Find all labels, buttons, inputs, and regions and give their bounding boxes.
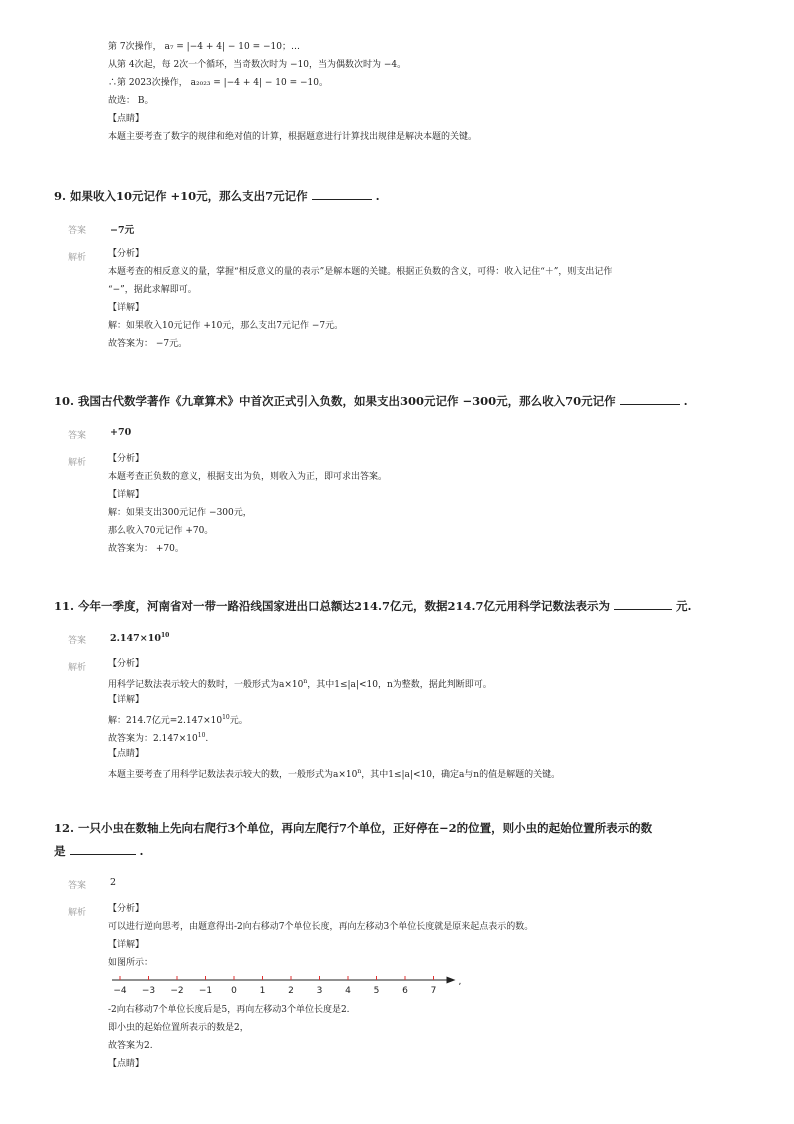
question-10-stem bbox=[54, 392, 688, 409]
question-text-end: . bbox=[375, 189, 380, 203]
text-line bbox=[108, 676, 492, 691]
analysis-label: 解析 bbox=[68, 663, 87, 673]
text-line: 故答案为2. bbox=[108, 1041, 153, 1051]
exponent: 10 bbox=[197, 732, 206, 739]
answer-base: 2.147×10 bbox=[110, 633, 161, 644]
text-line bbox=[108, 730, 208, 745]
question-text-end: . bbox=[683, 394, 688, 408]
text-line: 解：如果支出300元记作 −300元， bbox=[108, 508, 252, 518]
tick-label: −2 bbox=[170, 986, 184, 996]
question-text: 是 bbox=[54, 844, 66, 858]
tick-label: 7 bbox=[430, 986, 437, 996]
trailing-comma: , bbox=[458, 977, 462, 987]
text-line: 可以进行逆向思考，由题意得出-2向右移动7个单位长度，再向左移动3个单位长度就是原来起点表示的数。 bbox=[108, 922, 534, 932]
tick-label: 4 bbox=[345, 986, 351, 996]
answer-blank bbox=[312, 187, 372, 200]
answer-label: 答案 bbox=[68, 431, 87, 441]
text-line bbox=[108, 712, 248, 727]
tick-label: 1 bbox=[259, 986, 266, 996]
text-line: 那么收入70元记作 +70。 bbox=[108, 526, 214, 536]
exponent: n bbox=[303, 678, 308, 685]
analysis-label: 解析 bbox=[68, 908, 87, 918]
arrow-head bbox=[447, 977, 456, 984]
question-text: 9. 如果收入10元记作 +10元，那么支出7元记作 bbox=[54, 189, 308, 203]
tick-label: 3 bbox=[316, 986, 323, 996]
text-line: 第 7次操作， a₇ = |−4 + 4| − 10 = −10；… bbox=[108, 42, 300, 52]
question-text-end: 元. bbox=[676, 599, 692, 613]
text-part: ，其中1≤|a|<10，n为整数，据此判断即可。 bbox=[307, 680, 492, 690]
section-marker: 【点睛】 bbox=[108, 114, 145, 124]
text-line bbox=[108, 766, 560, 781]
section-marker: 【点睛】 bbox=[108, 1059, 145, 1069]
answer-label: 答案 bbox=[68, 881, 87, 891]
text-part: 元。 bbox=[229, 716, 248, 726]
question-text: 10. 我国古代数学著作《九章算术》中首次正式引入负数，如果支出300元记作 −300元，那么收入70元记作 bbox=[54, 394, 616, 408]
text-line: “−”，据此求解即可。 bbox=[108, 285, 197, 295]
text-line: 故答案为： −7元。 bbox=[108, 339, 188, 349]
answer-label: 答案 bbox=[68, 636, 87, 646]
text-line: 解：如果收入10元记作 +10元，那么支出7元记作 −7元。 bbox=[108, 321, 344, 331]
question-12-stem: 12. 一只小虫在数轴上先向右爬行3个单位，再向左爬行7个单位，正好停在−2的位置，则小虫的起始位置所表示的数 bbox=[54, 821, 653, 835]
answer-value: 2 bbox=[110, 877, 117, 888]
text-part: 用科学记数法表示较大的数时，一般形式为a×10 bbox=[108, 680, 304, 690]
section-marker: 【分析】 bbox=[108, 904, 145, 914]
text-line: 如图所示： bbox=[108, 958, 154, 968]
answer-blank bbox=[620, 392, 680, 405]
tick-label: 2 bbox=[288, 986, 294, 996]
analysis-label: 解析 bbox=[68, 458, 87, 468]
answer-label: 答案 bbox=[68, 226, 87, 236]
question-12-stem-cont bbox=[54, 842, 144, 859]
section-marker: 【点睛】 bbox=[108, 749, 145, 759]
tick-label: 0 bbox=[231, 986, 237, 996]
answer-blank bbox=[70, 842, 136, 855]
text-line: 故选： B。 bbox=[108, 96, 154, 106]
text-line: -2向右移动7个单位长度后是5，再向左移动3个单位长度是2. bbox=[108, 1005, 350, 1015]
section-marker: 【分析】 bbox=[108, 659, 145, 669]
section-marker: 【详解】 bbox=[108, 303, 145, 313]
analysis-label: 解析 bbox=[68, 253, 87, 263]
answer-value: +70 bbox=[110, 427, 132, 438]
text-line: 从第 4次起，每 2次一个循环，当奇数次时为 −10，当为偶数次时为 −4。 bbox=[108, 60, 407, 70]
answer-blank bbox=[614, 597, 672, 610]
section-marker: 【分析】 bbox=[108, 454, 145, 464]
question-9-stem bbox=[54, 187, 380, 204]
text-line: 本题主要考查了数字的规律和绝对值的计算，根据题意进行计算找出规律是解决本题的关键。 bbox=[108, 132, 478, 142]
answer-exponent: 10 bbox=[160, 632, 170, 639]
text-line: 故答案为： +70。 bbox=[108, 544, 184, 554]
section-marker: 【分析】 bbox=[108, 249, 145, 259]
text-part: ，其中1≤|a|<10，确定a与n的值是解题的关键。 bbox=[361, 770, 561, 780]
text-line: 本题考查正负数的意义，根据支出为负，则收入为正，即可求出答案。 bbox=[108, 472, 388, 482]
section-marker: 【详解】 bbox=[108, 490, 145, 500]
tick-label: 6 bbox=[402, 986, 408, 996]
section-marker: 【详解】 bbox=[108, 940, 145, 950]
question-11-stem bbox=[54, 597, 692, 614]
text-line: 即小虫的起始位置所表示的数是2， bbox=[108, 1023, 249, 1033]
text-part: 故答案为：2.147×10 bbox=[108, 734, 198, 744]
tick-label: −3 bbox=[141, 986, 156, 996]
exponent: 10 bbox=[222, 714, 230, 721]
text-part: . bbox=[205, 734, 209, 744]
question-text-end: . bbox=[139, 844, 144, 858]
tick-label: 5 bbox=[373, 986, 380, 996]
answer-value: −7元 bbox=[110, 225, 135, 236]
text-line: 本题考查的相反意义的量，掌握“相反意义的量的表示”是解本题的关键。根据正负数的含义，可得：收入记住“＋”，则支出记作 bbox=[108, 267, 613, 277]
section-marker: 【详解】 bbox=[108, 695, 145, 705]
text-part: 本题主要考查了用科学记数法表示较大的数，一般形式为a×10 bbox=[108, 770, 358, 780]
exponent: n bbox=[357, 768, 362, 775]
question-text: 11. 今年一季度，河南省对一带一路沿线国家进出口总额达214.7亿元，数据214.7亿元用科学记数法表示为 bbox=[54, 599, 611, 613]
tick-label: −4 bbox=[113, 986, 127, 996]
text-part: 解：214.7亿元=2.147×10 bbox=[108, 716, 223, 726]
answer-value bbox=[110, 632, 169, 644]
tick-label: −1 bbox=[198, 986, 213, 996]
text-line: ∴第 2023次操作， a₂₀₂₃ = |−4 + 4| − 10 = −10。 bbox=[108, 78, 328, 88]
number-line-diagram bbox=[112, 968, 482, 1002]
